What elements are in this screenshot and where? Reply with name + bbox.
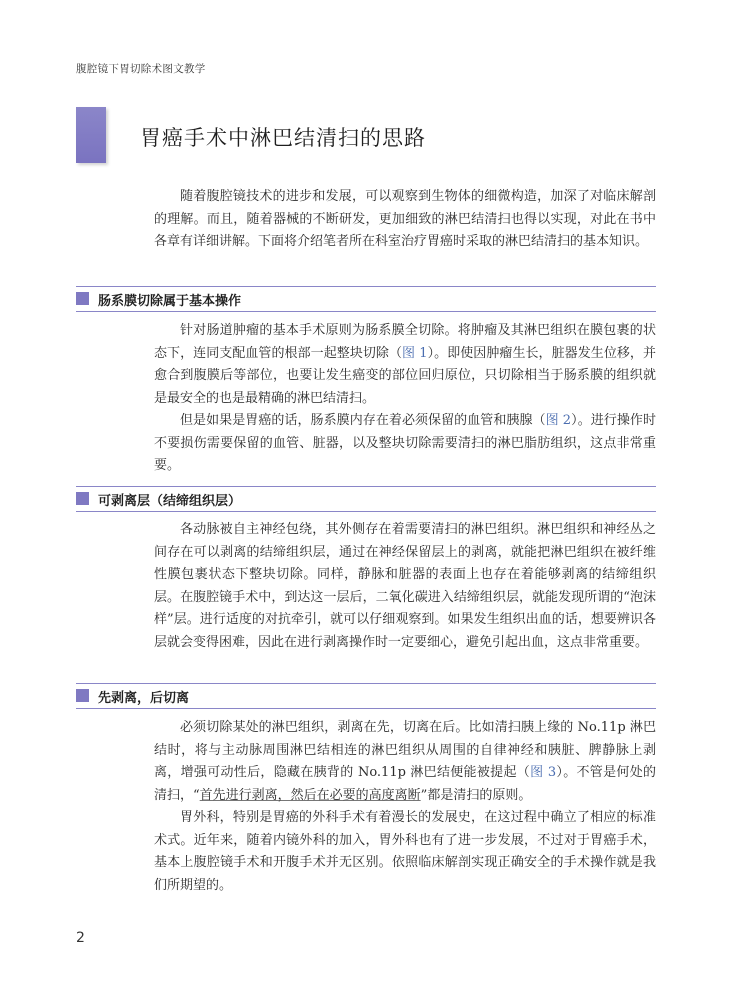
paragraph: 但是如果是胃癌的话，肠系膜内存在着必须保留的血管和胰腺（图 2）。进行操作时不要损伤需要保留的血管、脏器，以及整块切除需要清扫的淋巴脂肪组织，这点非常重要。 — [154, 413, 656, 473]
figure-ref-link[interactable]: 图 1 — [402, 345, 428, 361]
section2-body — [154, 519, 656, 654]
section-heading-text: 可剥离层（结缔组织层） — [98, 494, 242, 509]
section1-body — [154, 320, 656, 478]
section-heading-dissectable-layer — [76, 486, 656, 512]
figure-ref-link[interactable]: 图 2 — [545, 413, 572, 428]
section-heading-dissect-first — [76, 683, 656, 709]
intro-paragraph: 随着腹腔镜技术的进步和发展，可以观察到生物体的细微构造，加深了对临床解剖的理解。而且，随着器械的不断研发，更加细致的淋巴结清扫也得以实现，对此在书中各章有详细讲解。下面将介绍笔者所在科室治疗胃癌时采取的淋巴结清扫的基本知识。 — [154, 189, 656, 249]
paragraph: 各动脉被自主神经包绕，其外侧存在着需要清扫的淋巴组织。淋巴组织和神经丛之间存在可以剥离的结缔组织层，通过在神经保留层上的剥离，就能把淋巴组织在被纤维性膜包裹状态下整块切除。同样，静脉和脏器的表面上也存在着能够剥离的结缔组织层。在腹腔镜手术中，到达这一层后，二氧化碳进入结缔组织层，就能发现所谓的“泡沫样”层。进行适度的对抗牵引，就可以仔细观察到。如果发生组织出血的话，想要辨识各层就会变得困难，因此在进行剥离操作时一定要细心，避免引起出血，这点非常重要。 — [154, 522, 656, 650]
page-number: 2 — [76, 930, 85, 946]
section-heading-mesentery — [76, 286, 656, 312]
paragraph: 胃外科，特别是胃癌的外科手术有着漫长的发展史，在这过程中确立了相应的标准术式。近年来，随着内镜外科的加入，胃外科也有了进一步发展，不过对于胃癌手术，基本上腹腔镜手术和开腹手术并无区别。依照临床解剖实现正确安全的手术操作就是我们所期望的。 — [154, 810, 656, 893]
paragraph: 针对肠道肿瘤的基本手术原则为肠系膜全切除。将肿瘤及其淋巴组织在膜包裹的状态下，连同支配血管的根部一起整块切除（图 1）。即使因肿瘤生长，脏器发生位移，并愈合到腹膜后等部位，也要让发生癌变的部位回归原位，只切除相当于肠系膜的组织就是最安全的也是最精确的淋巴结清扫。 — [154, 323, 656, 406]
paragraph: 必须切除某处的淋巴组织，剥离在先，切离在后。比如清扫胰上缘的 No.11p 淋巴结时，将与主动脉周围淋巴结相连的淋巴组织从周围的自律神经和胰脏、脾静脉上剥离，增强可动性后，隐藏在胰背的 No.11p 淋巴结便能被提起（图 3）。不管是何处的清扫，“首先进行剥离，然后在必要的高度离断”都是清扫的原则。 — [154, 720, 657, 803]
emphasized-principle: 首先进行剥离，然后在必要的高度离断 — [199, 787, 421, 803]
figure-ref-link[interactable]: 图 3 — [530, 765, 557, 780]
section3-body — [154, 717, 656, 897]
section-marker-icon — [76, 689, 89, 702]
intro-block — [154, 186, 656, 254]
section-marker-icon — [76, 492, 89, 505]
running-header: 腹腔镜下胃切除术图文教学 — [76, 63, 206, 75]
section-heading-text: 先剥离，后切离 — [98, 691, 190, 706]
chapter-title-bar — [76, 107, 106, 163]
section-marker-icon — [76, 292, 89, 305]
chapter-title: 胃癌手术中淋巴结清扫的思路 — [140, 126, 426, 150]
section-heading-text: 肠系膜切除属于基本操作 — [98, 294, 242, 309]
